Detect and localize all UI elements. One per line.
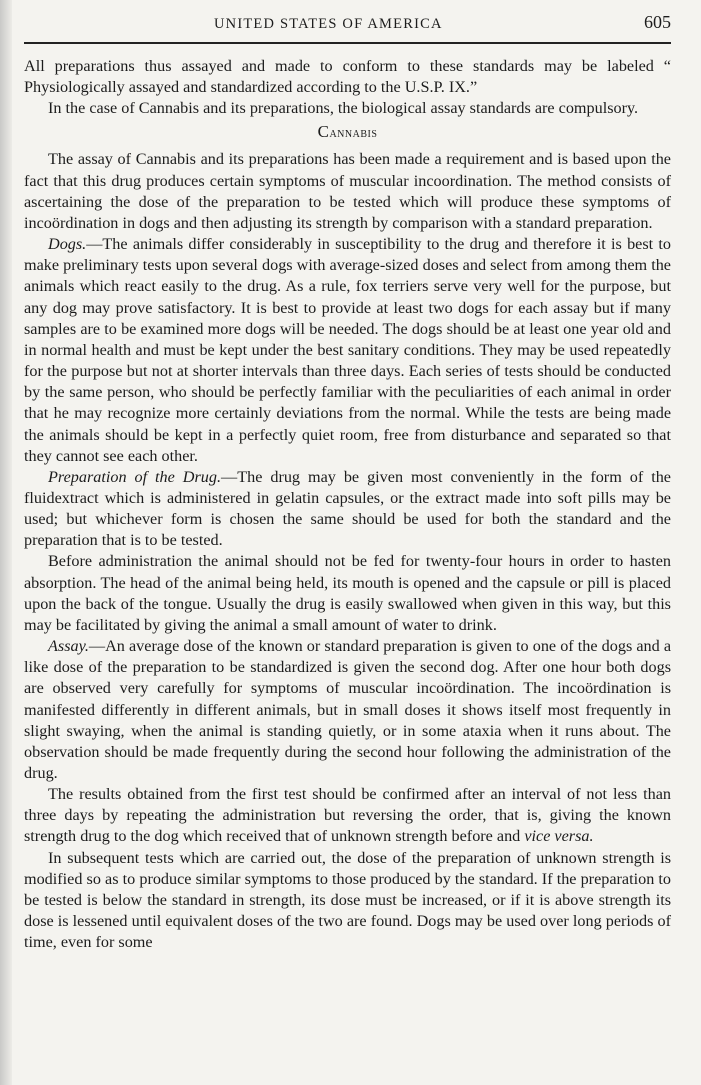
run-in-heading-dogs: Dogs. bbox=[48, 235, 87, 254]
paragraph-labeling: All preparations thus assayed and made to conform to these standards may be labeled “ Physiologically assayed and standardized according to the U.S.P. IX.” bbox=[24, 57, 671, 97]
paragraph-preparation-text: —The drug may be given most conveniently in the form of the fluidextract which is administered in gelatin capsules, or the extract made into soft pills may be used; but whichever form is chosen the same should be used for both the standard and the preparation that is to be tested. bbox=[24, 467, 671, 550]
paragraph-subsequent-tests: In subsequent tests which are carried out, the dose of the preparation of unknown strength is modified so as to produce similar symptoms to those produced by the standard. If the preparation to be tested is below the standard in strength, its dose must be increased, or if it is above strength its dose is lessened until equivalent doses of the two are found. Dogs may be used over long periods of time, even for some bbox=[24, 848, 671, 952]
paragraph-assay-text: —An average dose of the known or standard preparation is given to one of the dogs and a like dose of the preparation to be standardized is given the second dog. After one hour both dogs are observed very carefully for symptoms of muscular incoördination. The incoördination is manifested differently in different animals, but in small doses it shows itself most frequently in slight swaying, when the animal is standing quietly, or in some ataxia when it runs about. The observation should be made frequently during the second hour following the administration of the drug. bbox=[24, 637, 671, 782]
run-in-heading-assay: Assay. bbox=[48, 637, 89, 656]
body-text bbox=[24, 56, 671, 953]
running-header bbox=[24, 12, 671, 36]
section-heading-cannabis bbox=[24, 121, 671, 145]
vice-versa-italic: vice versa. bbox=[524, 827, 594, 846]
paragraph-results bbox=[24, 784, 671, 847]
run-in-heading-preparation: Preparation of the Drug. bbox=[48, 467, 222, 486]
paragraph-dogs-text: —The animals differ considerably in susceptibility to the drug and therefore it is best to make preliminary tests upon several dogs with average-sized doses and select from among them the animals which react easily to the drug. As a rule, fox terriers serve very well for the purpose, but any dog may prove satisfactory. It is best to provide at least two dogs for each assay but if many samples are to be examined more dogs will be needed. The dogs should be at least one year old and in normal health and must be kept under the best sanitary conditions. They may be used repeatedly for the purpose but not at shorter intervals than three days. Each series of tests should be conducted by the same person, who should be perfectly familiar with the peculiarities of each animal in order that he may recognize more certainly deviations from the normal. While the tests are being made the animals should be kept in a perfectly quiet room, free from disturbance and separated so that they cannot see each other. bbox=[24, 235, 671, 465]
paragraph-cannabis-compulsory: In the case of Cannabis and its preparations, the biological assay standards are compulsory. bbox=[48, 99, 639, 118]
header-rule bbox=[24, 42, 671, 44]
section-heading-initial: C bbox=[317, 122, 330, 142]
paragraph-dogs bbox=[24, 234, 671, 467]
paragraph-assay-intro: The assay of Cannabis and its preparations has been made a requirement and is based upon the fact that this drug produces certain symptoms of muscular incoordination. The method consists of ascertaining the dose of the preparation to be tested which will produce these symptoms of incoördination in dogs and then adjusting its strength by comparison with a standard preparation. bbox=[24, 150, 671, 232]
page-number: 605 bbox=[644, 12, 671, 32]
running-title: UNITED STATES OF AMERICA bbox=[214, 16, 443, 32]
paragraph-preparation bbox=[24, 467, 671, 552]
section-heading-rest: annabis bbox=[329, 126, 378, 142]
paragraph-results-text: The results obtained from the first test should be confirmed after an interval of not less than three days by repeating the administration but reversing the order, that is, giving the known strength drug to the dog which received that of unknown strength before and bbox=[24, 785, 671, 846]
paragraph-assay bbox=[24, 636, 671, 784]
paragraph-administration: Before administration the animal should not be fed for twenty-four hours in order to hasten absorption. The head of the animal being held, its mouth is opened and the capsule or pill is placed upon the back of the tongue. Usually the drug is easily swallowed when given in this way, but this may be facilitated by giving the animal a small amount of water to drink. bbox=[24, 552, 671, 634]
